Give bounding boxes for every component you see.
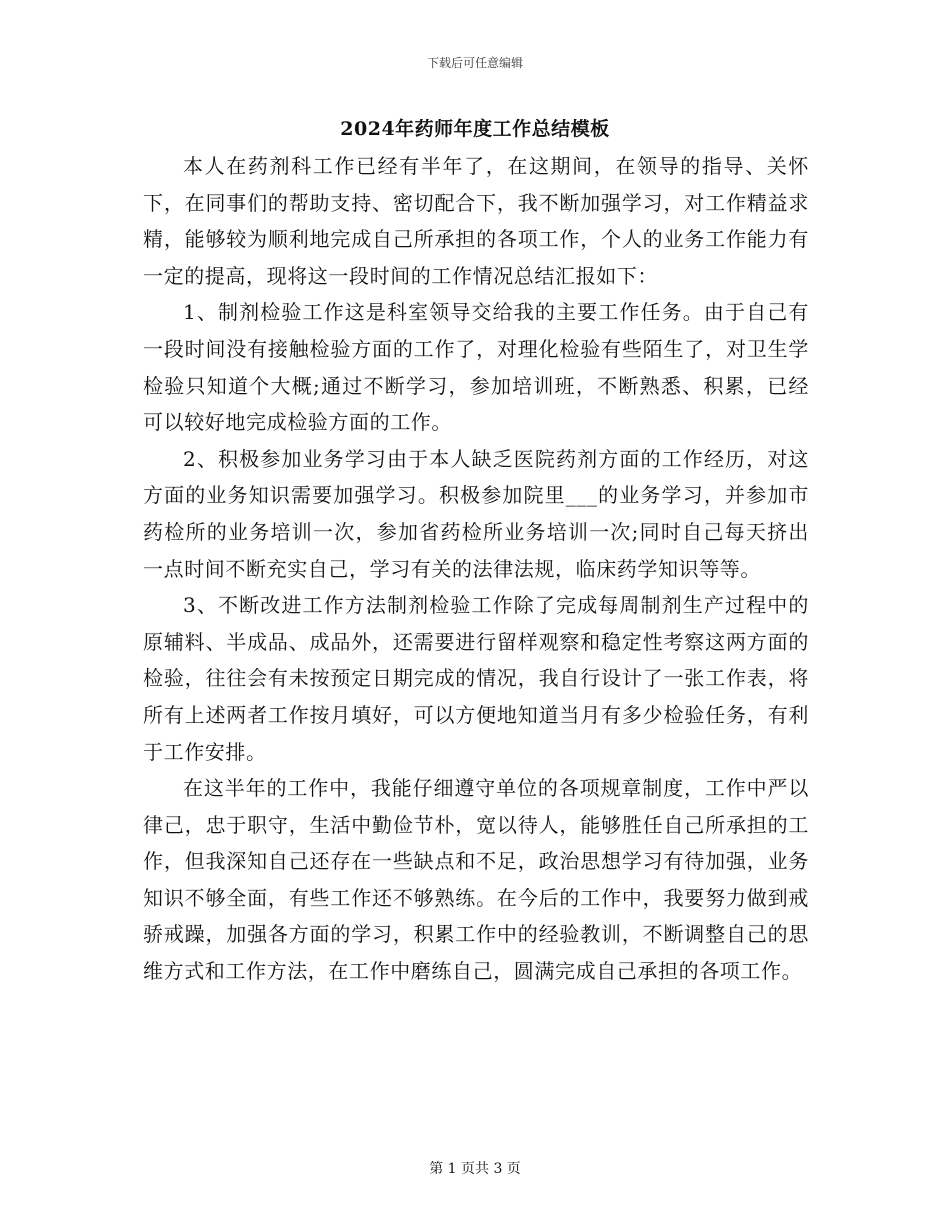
paragraph-item-1: 1、制剂检验工作这是科室领导交给我的主要工作任务。由于自己有一段时间没有接触检验方面的工作了，对理化检验有些陌生了，对卫生学检验只知道个大概;通过不断学习，参加培训班，不断熟悉、积累，已经可以较好地完成检验方面的工作。 — [143, 300, 809, 435]
page-indicator: 第 1 页共 3 页 — [429, 1161, 521, 1177]
paragraph-conclusion: 在这半年的工作中，我能仔细遵守单位的各项规章制度，工作中严以律己，忠于职守，生活中勤俭节朴，宽以待人，能够胜任自己所承担的工作，但我深知自己还存在一些缺点和不足，政治思想学习有待加强，业务知识不够全面，有些工作还不够熟练。在今后的工作中，我要努力做到戒骄戒躁，加强各方面的学习，积累工作中的经验教训，不断调整自己的思维方式和工作方法，在工作中磨练自己，圆满完成自己承担的各项工作。 — [143, 776, 809, 984]
document-body — [143, 148, 809, 990]
document-title: 2024年药师年度工作总结模板 — [340, 118, 610, 140]
paragraph-intro: 本人在药剂科工作已经有半年了，在这期间，在领导的指导、关怀下，在同事们的帮助支持、密切配合下，我不断加强学习，对工作精益求精，能够较为顺利地完成自己所承担的各项工作，个人的业务工作能力有一定的提高，现将这一段时间的工作情况总结汇报如下： — [143, 154, 809, 288]
header-note: 下载后可任意编辑 — [426, 56, 523, 70]
paragraph-item-2: 2、积极参加业务学习由于本人缺乏医院药剂方面的工作经历，对这方面的业务知识需要加强学习。积极参加院里___的业务学习，并参加市药检所的业务培训一次，参加省药检所业务培训一次;同时自己每天挤出一点时间不断充实自己，学习有关的法律法规，临床药学知识等等。 — [143, 446, 809, 581]
paragraph-item-3: 3、不断改进工作方法制剂检验工作除了完成每周制剂生产过程中的原辅料、半成品、成品外，还需要进行留样观察和稳定性考察这两方面的检验，往往会有未按预定日期完成的情况，我自行设计了一张工作表，将所有上述两者工作按月填好，可以方便地知道当月有多少检验任务，有利于工作安排。 — [143, 593, 809, 764]
